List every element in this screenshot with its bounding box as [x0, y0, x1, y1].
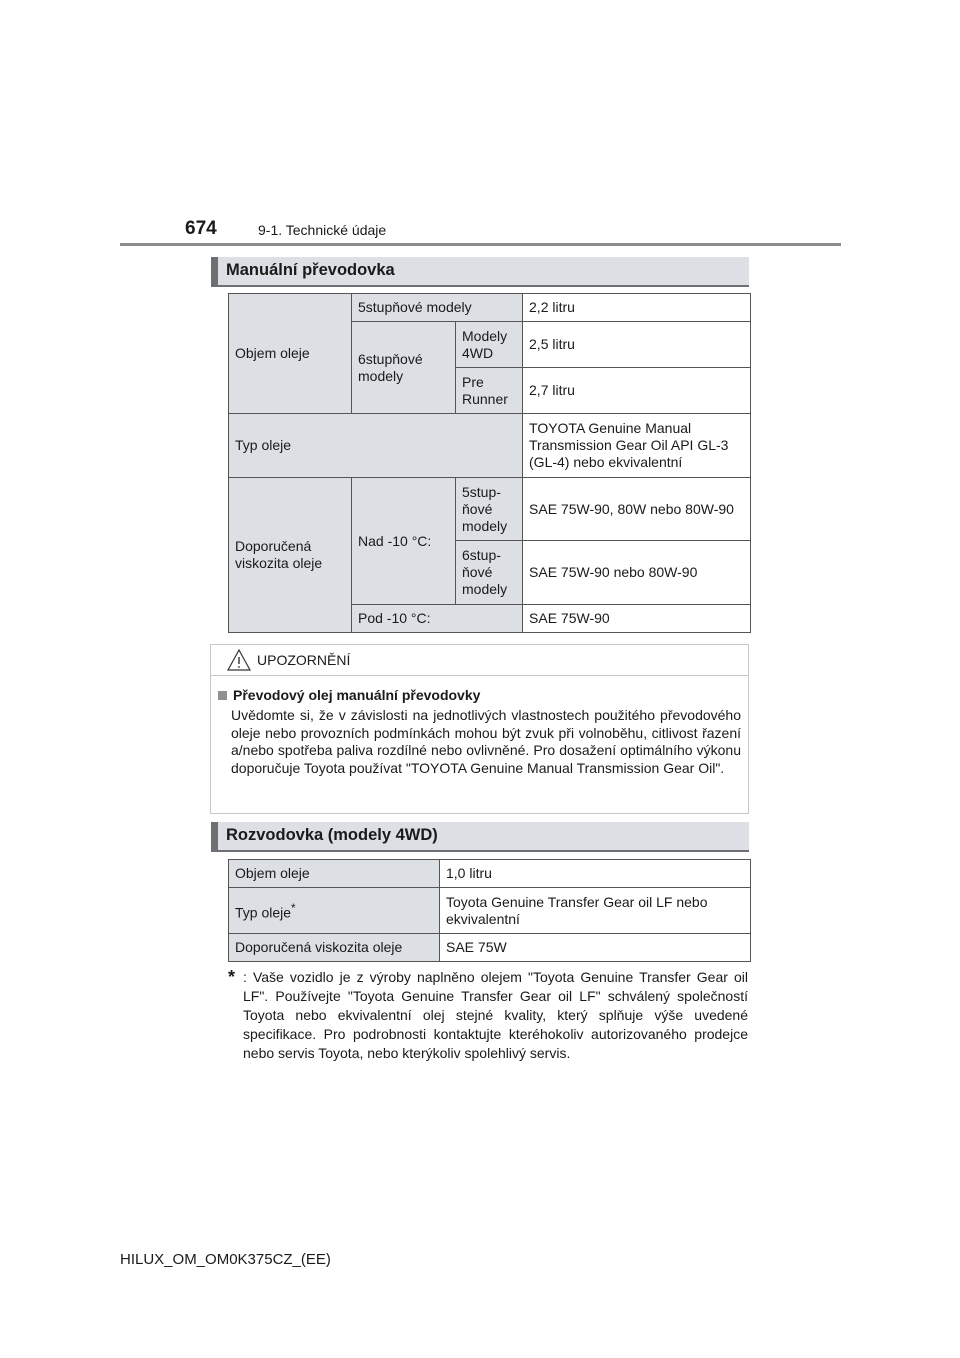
section-title: 9-1. Technické údaje — [258, 222, 387, 238]
transfer-heading — [211, 822, 749, 850]
caution-title: UPOZORNĚNÍ — [257, 652, 351, 668]
above-6speed-label: 6stup-ňové modely — [456, 541, 523, 605]
transfer-title: Rozvodovka (modely 4WD) — [226, 826, 438, 844]
transfer-viscosity-label: Doporučená viskozita oleje — [229, 934, 440, 962]
bullet-square-icon — [218, 691, 227, 700]
page-number: 674 — [185, 218, 217, 239]
footnote-asterisk: * — [228, 967, 236, 987]
five-speed-label: 5stupňové modely — [352, 294, 523, 322]
transfer-oil-capacity-label: Objem oleje — [229, 860, 440, 888]
transfer-oil-capacity-value: 1,0 litru — [440, 860, 751, 888]
transfer-oil-type-label — [229, 888, 440, 934]
document-code: HILUX_OM_OM0K375CZ_(EE) — [120, 1251, 331, 1268]
above-5speed-label: 5stup-ňové modely — [456, 478, 523, 541]
footnote — [228, 968, 748, 1063]
footnote-text: : Vaše vozidlo je z výroby naplněno olejem "Toyota Genuine Transfer Gear oil LF". Používejte "Toyota Genuine Transfer Gear oil LF" schválený společností Toyota nebo ekvivalentní olej stejné kvality, který splňuje výše uvedené specifikace. Pro podrobnosti kontaktujte kteréhokoliv autorizovaného prodejce nebo servis Toyota, nebo kterýkoliv spolehlivý servis. — [243, 969, 748, 1061]
manual-transmission-title: Manuální převodovka — [226, 261, 395, 279]
six-speed-4wd-label: Modely 4WD — [456, 322, 523, 368]
six-speed-prerunner-value: 2,7 litru — [523, 368, 751, 414]
caution-subtitle-row — [218, 687, 480, 703]
below-temp-label: Pod -10 °C: — [352, 605, 523, 633]
caution-subtitle: Převodový olej manuální převodovky — [233, 687, 481, 703]
transfer-viscosity-value: SAE 75W — [440, 934, 751, 962]
caution-header — [211, 645, 748, 676]
footnote-mark: * — [291, 901, 296, 915]
viscosity-label: Doporučená viskozita oleje — [229, 478, 352, 633]
six-speed-label: 6stupňové modely — [352, 322, 456, 414]
transfer-table — [228, 859, 751, 962]
above-6speed-value: SAE 75W-90 nebo 80W-90 — [523, 541, 751, 605]
header-divider — [120, 243, 841, 246]
six-speed-4wd-value: 2,5 litru — [523, 322, 751, 368]
caution-box — [210, 644, 749, 814]
six-speed-prerunner-label: Pre Runner — [456, 368, 523, 414]
warning-icon — [227, 649, 251, 671]
manual-transmission-heading — [211, 257, 749, 285]
caution-body: Uvědomte si, že v závislosti na jednotlivých vlastnostech použitého převodového oleje nebo provozních podmínkách mohou být zvuk při volnoběhu, citlivost řazení a/nebo spotřeba paliva rozdílné nebo ovlivněné. Pro dosažení optimálního výkonu doporučuje Toyota používat "TOYOTA Genuine Manual Transmission Gear Oil". — [231, 707, 741, 776]
oil-type-value: TOYOTA Genuine Manual Transmission Gear Oil API GL-3 (GL-4) nebo ekvivalentní — [523, 414, 751, 478]
below-temp-value: SAE 75W-90 — [523, 605, 751, 633]
above-5speed-value: SAE 75W-90, 80W nebo 80W-90 — [523, 478, 751, 541]
five-speed-value: 2,2 litru — [523, 294, 751, 322]
oil-capacity-label: Objem oleje — [229, 294, 352, 414]
oil-type-label: Typ oleje — [229, 414, 523, 478]
above-temp-label: Nad -10 °C: — [352, 478, 456, 605]
transfer-oil-type-value: Toyota Genuine Transfer Gear oil LF nebo ekvivalentní — [440, 888, 751, 934]
transfer-oil-type-text: Typ oleje — [235, 904, 292, 921]
manual-transmission-table — [228, 293, 751, 633]
